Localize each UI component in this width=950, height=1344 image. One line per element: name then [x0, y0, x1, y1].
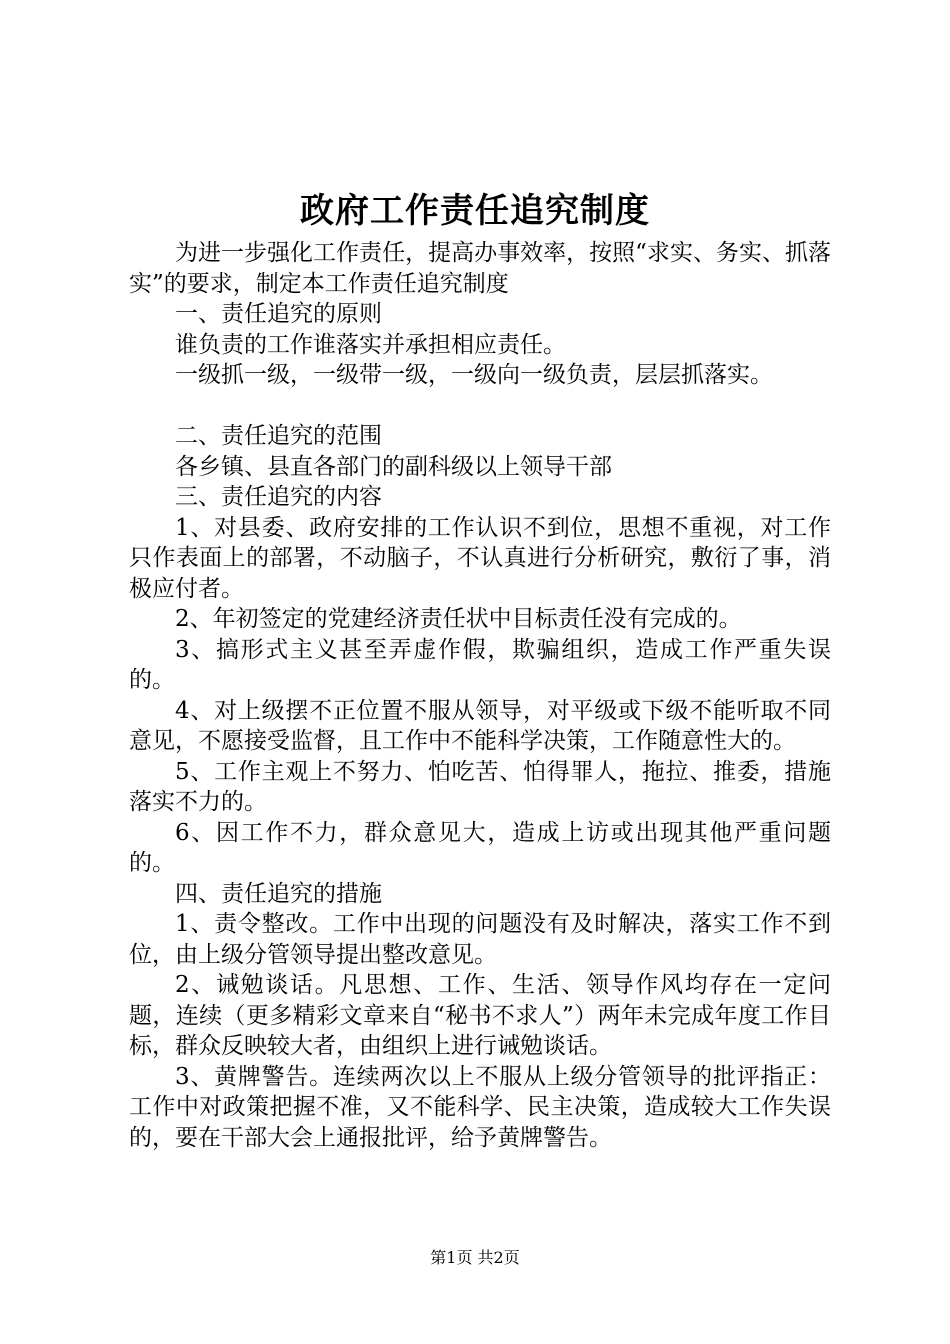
paragraph: 谁负责的工作谁落实并承担相应责任。	[175, 331, 566, 358]
list-item: 6、因工作不力，群众意见大，造成上访或出现其他严重问题的。	[129, 819, 831, 876]
list-item: 3、黄牌警告。连续两次以上不服从上级分管领导的批评指正：工作中对政策把握不准，又不能科学、民主决策，造成较大工作失误的，要在干部大会上通报批评，给予黄牌警告。	[129, 1063, 831, 1151]
list-item: 1、对县委、政府安排的工作认识不到位，思想不重视，对工作只作表面上的部署，不动脑子，不认真进行分析研究，敷衍了事，消极应付者。	[129, 514, 831, 602]
section-heading-content: 三、责任追究的内容	[175, 484, 382, 510]
list-item: 5、工作主观上不努力、怕吃苦、怕得罪人，拖拉、推委，措施落实不力的。	[129, 758, 831, 815]
document-body	[129, 238, 831, 1153]
page-footer: 第1页 共2页	[430, 1248, 520, 1267]
list-item: 2、年初签定的党建经济责任状中目标责任没有完成的。	[175, 606, 742, 632]
section-heading-scope: 二、责任追究的范围	[175, 423, 382, 449]
intro-paragraph: 为进一步强化工作责任，提高办事效率，按照“求实、务实、抓落实”的要求，制定本工作责任追究制度	[129, 240, 831, 297]
paragraph: 各乡镇、县直各部门的副科级以上领导干部	[175, 453, 612, 480]
page-title: 政府工作责任追究制度	[300, 191, 650, 231]
list-item: 2、诫勉谈话。凡思想、工作、生活、领导作风均存在一定问题，连续（更多精彩文章来自“秘书不求人”）两年未完成年度工作目标，群众反映较大者，由组织上进行诫勉谈话。	[129, 972, 831, 1059]
section-heading-principle: 一、责任追究的原则	[175, 301, 382, 327]
list-item: 1、责令整改。工作中出现的问题没有及时解决，落实工作不到位，由上级分管领导提出整改意见。	[129, 911, 831, 968]
list-item: 3、搞形式主义甚至弄虚作假，欺骗组织，造成工作严重失误的。	[129, 636, 831, 693]
list-item: 4、对上级摆不正位置不服从领导，对平级或下级不能听取不同意见，不愿接受监督，且工作中不能科学决策，工作随意性大的。	[129, 697, 831, 754]
paragraph: 一级抓一级，一级带一级，一级向一级负责，层层抓落实。	[175, 362, 773, 388]
section-heading-measures: 四、责任追究的措施	[175, 880, 382, 907]
